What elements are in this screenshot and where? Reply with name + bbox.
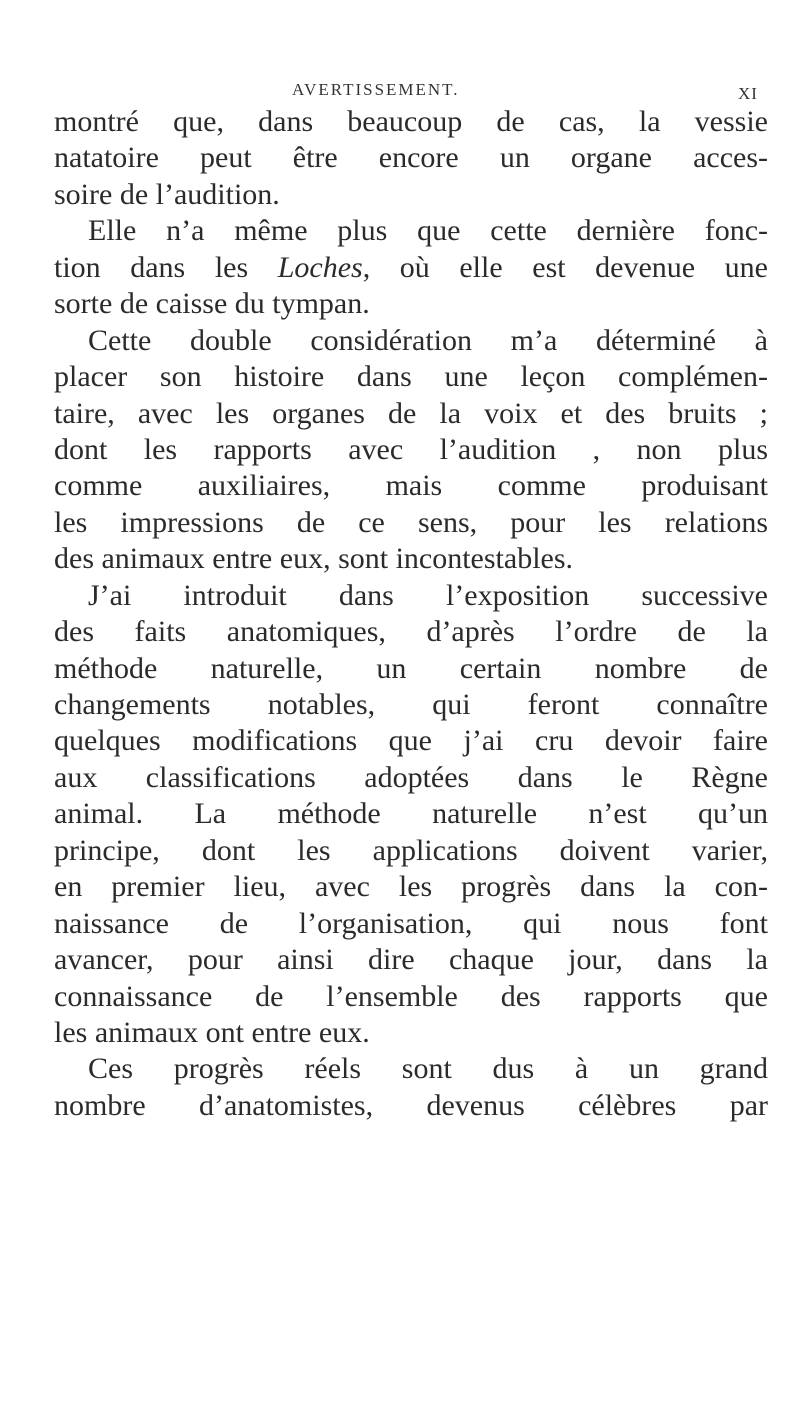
- text-line: des faits anatomiques, d’après l’ordre de la: [54, 615, 768, 649]
- text-line: placer son histoire dans une leçon complémen-: [54, 360, 768, 394]
- text-line: J’ai introduit dans l’exposition successive: [88, 578, 768, 612]
- text-line-with-italic: [54, 250, 768, 286]
- text-line: dont les rapports avec l’audition , non plus: [54, 432, 768, 466]
- text-line: Ces progrès réels sont dus à un grand: [88, 1052, 768, 1086]
- text-fragment: , où elle est devenue une: [362, 250, 768, 284]
- text-line: quelques modifications que j’ai cru devoir faire: [54, 724, 768, 758]
- text-line: nombre d’anatomistes, devenus célèbres par: [54, 1088, 768, 1122]
- text-line: montré que, dans beaucoup de cas, la vessie: [54, 105, 768, 138]
- text-line: connaissance de l’ensemble des rapports que: [54, 979, 768, 1013]
- running-head-title: AVERTISSEMENT.: [292, 80, 460, 99]
- text-line: naissance de l’organisation, qui nous font: [54, 906, 768, 940]
- text-line: taire, avec les organes de la voix et des bruits ;: [54, 396, 768, 430]
- text-line: aux classifications adoptées dans le Règne: [54, 760, 768, 794]
- text-line: des animaux entre eux, sont incontestables.: [54, 542, 574, 576]
- text-line: avancer, pour ainsi dire chaque jour, dans la: [54, 943, 768, 977]
- text-fragment: tion dans les: [54, 250, 278, 284]
- page-number: XI: [738, 84, 758, 103]
- text-line: les impressions de ce sens, pour les relations: [54, 505, 768, 539]
- text-line: Elle n’a même plus que cette dernière fonc-: [88, 214, 768, 248]
- text-line: sorte de caisse du tympan.: [54, 287, 370, 321]
- text-line: principe, dont les applications doivent varier,: [54, 833, 768, 867]
- text-line: animal. La méthode naturelle n’est qu’un: [54, 797, 768, 831]
- text-line: en premier lieu, avec les progrès dans la con-: [54, 870, 768, 904]
- text-line: les animaux ont entre eux.: [54, 1015, 370, 1049]
- text-line: méthode naturelle, un certain nombre de: [54, 651, 768, 685]
- text-line: natatoire peut être encore un organe acces-: [54, 141, 768, 175]
- italic-genus-name: Loches: [277, 250, 363, 284]
- text-line: changements notables, qui feront connaître: [54, 688, 768, 721]
- text-line: soire de l’audition.: [54, 177, 280, 211]
- body-text: [54, 104, 768, 1124]
- text-line: Cette double considération m’a déterminé à: [88, 323, 768, 357]
- text-line: comme auxiliaires, mais comme produisant: [54, 469, 768, 503]
- running-head: [0, 60, 800, 103]
